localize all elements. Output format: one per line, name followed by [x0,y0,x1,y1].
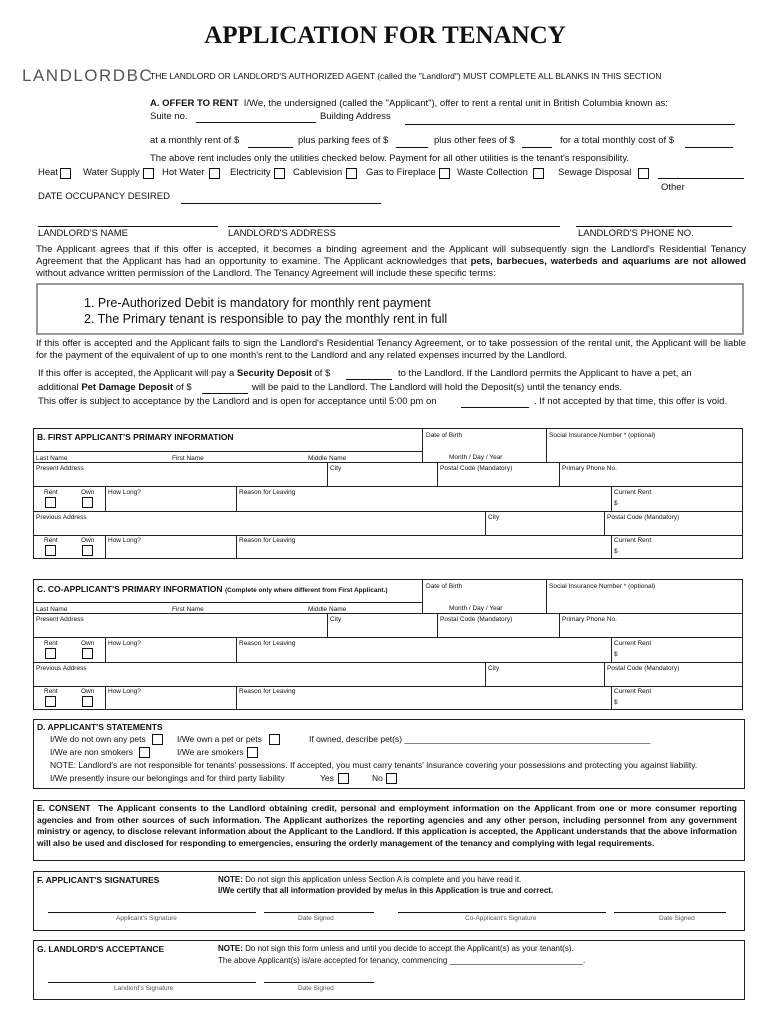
c-prev-own-label: Own [81,688,95,695]
security-deposit-tail: to the Landlord. If the Landlord permits the Applicant to have a pet, an [398,368,692,379]
offer-intro: I/We, the undersigned (called the "Applicant"), offer to rent a rental unit in British Columbia known as: [243,98,668,109]
acceptance-date-field[interactable] [461,407,529,408]
b-sin-label: Social Insurance Number * (optional) [549,432,656,439]
suite-field[interactable] [196,122,316,123]
utilities-note: The above rent includes only the utilities checked below. Payment for all other utilities is the tenant's responsibility. [150,153,630,164]
b-prev-rent-label: Rent [44,537,58,544]
co-applicant-date-field[interactable] [614,912,726,913]
utility-hotwater-label: Hot Water [162,167,205,178]
c-phone-label: Primary Phone No. [562,616,617,623]
utility-heat-checkbox[interactable] [60,168,71,179]
b-phone-label: Primary Phone No. [562,465,617,472]
security-deposit-field[interactable] [346,379,392,380]
c-prev-city-label: City [488,665,500,672]
utility-electricity-label: Electricity [230,167,271,178]
building-label: Building Address [320,111,391,122]
landlord-date-label: Date Signed [298,985,334,992]
failure-paragraph: If this offer is accepted and the Applicant fails to sign the Landlord's Residential Tenancy Agreement, or to take possession of the rental unit, the Applicant will be liable for the payment of the equivalent of up to one month's rent to the Landlord and any related expenses incurred by the Landlord. [36,338,746,361]
c-present-label: Present Address [36,616,84,623]
section-f-note: NOTE: Do not sign this application unless Section A is complete and you have read it. [218,875,522,884]
b-previous-label: Previous Address [36,514,87,521]
utility-cable-label: Cablevision [293,167,343,178]
landlord-name-label: LANDLORD'S NAME [38,228,128,239]
b-prev-dollar: $ [614,548,618,555]
insure-label: I/We presently insure our belongings and for third party liability [50,773,285,783]
utility-heat-label: Heat [38,167,59,178]
section-g-accepted: The above Applicant(s) is/are accepted for tenancy, commencing ______________________________. [218,956,586,965]
insure-yes-label: Yes [320,773,334,783]
agreement-paragraph: The Applicant agrees that if this offer is accepted, it becomes a binding agreement and the Applicant will subsequently sign the Landlord's Residential Tenancy Agreement that the Applicant has had an opportunity to examine. The Applicant acknowledges that pets, barbecues, waterbeds and aquariums are not allowed without advance written permission of the Landlord. The Tenancy Agreement will include these specific terms: [36,244,746,279]
applicant-date-field[interactable] [264,912,374,913]
insure-yes-checkbox[interactable] [338,773,349,784]
b-dob-label: Date of Birth [426,432,463,439]
b-prev-city-label: City [488,514,500,521]
c-prev-reason-label: Reason for Leaving [239,688,296,695]
section-c-heading: C. CO-APPLICANT'S PRIMARY INFORMATION (Complete only where different from First Applicant.) [37,584,388,594]
c-first-label: First Name [172,606,204,613]
acceptance-line: This offer is subject to acceptance by the Landlord and is open for acceptance until 5:00 pm on [38,396,437,407]
occupancy-field[interactable] [181,203,381,204]
utility-cable-checkbox[interactable] [346,168,357,179]
other-fees-field[interactable] [522,147,552,148]
monthly-rent-field[interactable] [248,147,293,148]
co-applicant-signature-field[interactable] [398,912,606,913]
other-fees-label: plus other fees of $ [434,135,515,146]
c-prev-rent-checkbox[interactable] [45,696,56,707]
b-howlong-label: How Long? [108,489,141,496]
c-middle-label: Middle Name [308,606,347,613]
section-a-heading [150,98,668,109]
landlord-phone-label: LANDLORD'S PHONE NO. [578,228,694,239]
c-howlong-label: How Long? [108,640,141,647]
own-pet-label: I/We own a pet or pets [177,734,262,744]
no-pets-checkbox[interactable] [152,734,163,745]
c-previous-label: Previous Address [36,665,87,672]
section-g-note: NOTE: Do not sign this form unless and until you decide to accept the Applicant(s) as your tenant(s). [218,944,574,953]
b-present-label: Present Address [36,465,84,472]
pet-deposit-line: additional Pet Damage Deposit of $ [38,382,192,393]
applicant-signature-field[interactable] [48,912,256,913]
smokers-checkbox[interactable] [247,747,258,758]
landlord-phone-field[interactable] [576,226,732,227]
utility-gas-label: Gas to Fireplace [366,167,436,178]
utility-other-field[interactable] [658,178,744,179]
section-f-certify: I/We certify that all information provided by me/us in this Application is true and correct. [218,886,554,895]
occupancy-label: DATE OCCUPANCY DESIRED [38,191,170,202]
b-current-rent-label: Current Rent [614,489,652,496]
c-prev-current-rent-label: Current Rent [614,688,652,695]
b-postal-label: Postal Code (Mandatory) [440,465,513,472]
utility-waste-checkbox[interactable] [533,168,544,179]
landlord-address-field[interactable] [228,226,560,227]
b-prev-howlong-label: How Long? [108,537,141,544]
parking-field[interactable] [396,147,428,148]
c-prev-rent-label: Rent [44,688,58,695]
co-applicant-signature-label: Co-Applicant's Signature [465,915,537,922]
landlord-address-label: LANDLORD'S ADDRESS [228,228,336,239]
b-own-label: Own [81,489,95,496]
c-prev-howlong-label: How Long? [108,688,141,695]
section-a-label: A. OFFER TO RENT [150,98,239,109]
non-smokers-checkbox[interactable] [139,747,150,758]
section-d-heading: D. APPLICANT'S STATEMENTS [37,722,163,732]
applicant-signature-label: Applicant's Signature [116,915,177,922]
b-prev-rent-checkbox[interactable] [45,545,56,556]
c-own-label: Own [81,640,95,647]
c-city-label: City [330,616,342,623]
utility-waste-label: Waste Collection [457,167,528,178]
c-mdy-label: Month / Day / Year [449,605,503,612]
term-1: 1. Pre-Authorized Debit is mandatory for monthly rent payment [84,296,431,310]
b-first-label: First Name [172,455,204,462]
suite-label: Suite no. [150,111,188,122]
c-rent-label: Rent [44,640,58,647]
c-postal-label: Postal Code (Mandatory) [440,616,513,623]
b-mdy-label: Month / Day / Year [449,454,503,461]
acceptance-tail: . If not accepted by that time, this offer is void. [534,396,728,407]
c-dob-label: Date of Birth [426,583,463,590]
own-pet-checkbox[interactable] [269,734,280,745]
building-address-field[interactable] [405,124,735,125]
agent-note: THE LANDLORD OR LANDLORD'S AUTHORIZED AGENT (called the "Landlord") MUST COMPLETE ALL BLANKS IN THIS SECTION [150,71,662,81]
describe-pets-field[interactable]: If owned, describe pet(s) ____________________________________________________ [309,734,651,744]
c-prev-postal-label: Postal Code (Mandatory) [607,665,680,672]
insure-no-label: No [372,773,383,783]
b-rent-label: Rent [44,489,58,496]
c-own-checkbox[interactable] [82,648,93,659]
page-title: APPLICATION FOR TENANCY [204,22,566,49]
c-prev-own-checkbox[interactable] [82,696,93,707]
b-last-label: Last Name [36,455,68,462]
co-applicant-date-label: Date Signed [659,915,695,922]
utility-water-checkbox[interactable] [143,168,154,179]
b-own-checkbox[interactable] [82,497,93,508]
b-prev-own-checkbox[interactable] [82,545,93,556]
b-prev-current-rent-label: Current Rent [614,537,652,544]
pet-deposit-field[interactable] [202,393,248,394]
c-dollar: $ [614,651,618,658]
term-2: 2. The Primary tenant is responsible to pay the monthly rent in full [84,312,448,326]
utility-other-label: Other [661,182,685,193]
monthly-rent-label: at a monthly rent of $ [150,135,240,146]
security-deposit-line: If this offer is accepted, the Applicant will pay a Security Deposit of $ [38,368,331,379]
insurance-note: NOTE: Landlord's are not responsible for tenants' possessions. If accepted, you must carry tenants' insurance covering your possessions and protecting you against liability. [50,760,698,770]
b-city-label: City [330,465,342,472]
landlord-signature-label: Landlord's Signature [114,985,174,992]
total-field[interactable] [685,147,733,148]
b-middle-label: Middle Name [308,455,347,462]
c-reason-label: Reason for Leaving [239,640,296,647]
utility-sewage-label: Sewage Disposal [558,167,632,178]
parking-label: plus parking fees of $ [298,135,389,146]
b-reason-label: Reason for Leaving [239,489,296,496]
utility-electricity-checkbox[interactable] [274,168,285,179]
landlord-name-field[interactable] [38,226,218,227]
c-prev-dollar: $ [614,699,618,706]
b-dollar: $ [614,500,618,507]
utility-water-label: Water Supply [83,167,140,178]
non-smokers-label: I/We are non smokers [50,747,133,757]
utility-sewage-checkbox[interactable] [638,168,649,179]
landlordbc-logo: LANDLORDBC [22,66,154,85]
pet-deposit-tail: will be paid to the Landlord. The Landlord will hold the Deposit(s) until the tenancy ends. [252,382,623,393]
b-prev-own-label: Own [81,537,95,544]
c-sin-label: Social Insurance Number * (optional) [549,583,656,590]
c-last-label: Last Name [36,606,68,613]
no-pets-label: I/We do not own any pets [50,734,146,744]
b-prev-reason-label: Reason for Leaving [239,537,296,544]
section-b-heading: B. FIRST APPLICANT'S PRIMARY INFORMATION [37,432,234,442]
c-current-rent-label: Current Rent [614,640,652,647]
consent-paragraph: E. CONSENT The Applicant consents to the Landlord obtaining credit, personal and employment information on the Applicant from one or more consumer reporting agencies and from other sources of such information. The Applicant authorizes the reporting agencies and any other person, including personnel from any government ministry or agency, to disclose relevant information about the Applicant to the Landlord. If this application is accepted, the Applicant understands that the above information will also be used and disclosed for responding to emergencies, ensuring the orderly management of the tenancy and complying with legal requirements. [37,803,737,848]
landlord-date-field[interactable] [264,982,374,983]
applicant-date-label: Date Signed [298,915,334,922]
section-g-heading: G. LANDLORD'S ACCEPTANCE [37,944,165,954]
total-label: for a total monthly cost of $ [560,135,675,146]
b-prev-postal-label: Postal Code (Mandatory) [607,514,680,521]
insure-no-checkbox[interactable] [386,773,397,784]
c-rent-checkbox[interactable] [45,648,56,659]
landlord-signature-field[interactable] [48,982,256,983]
section-f-heading: F. APPLICANT'S SIGNATURES [37,875,160,885]
b-rent-checkbox[interactable] [45,497,56,508]
utility-gas-checkbox[interactable] [439,168,450,179]
utility-hotwater-checkbox[interactable] [209,168,220,179]
smokers-label: I/We are smokers [177,747,244,757]
